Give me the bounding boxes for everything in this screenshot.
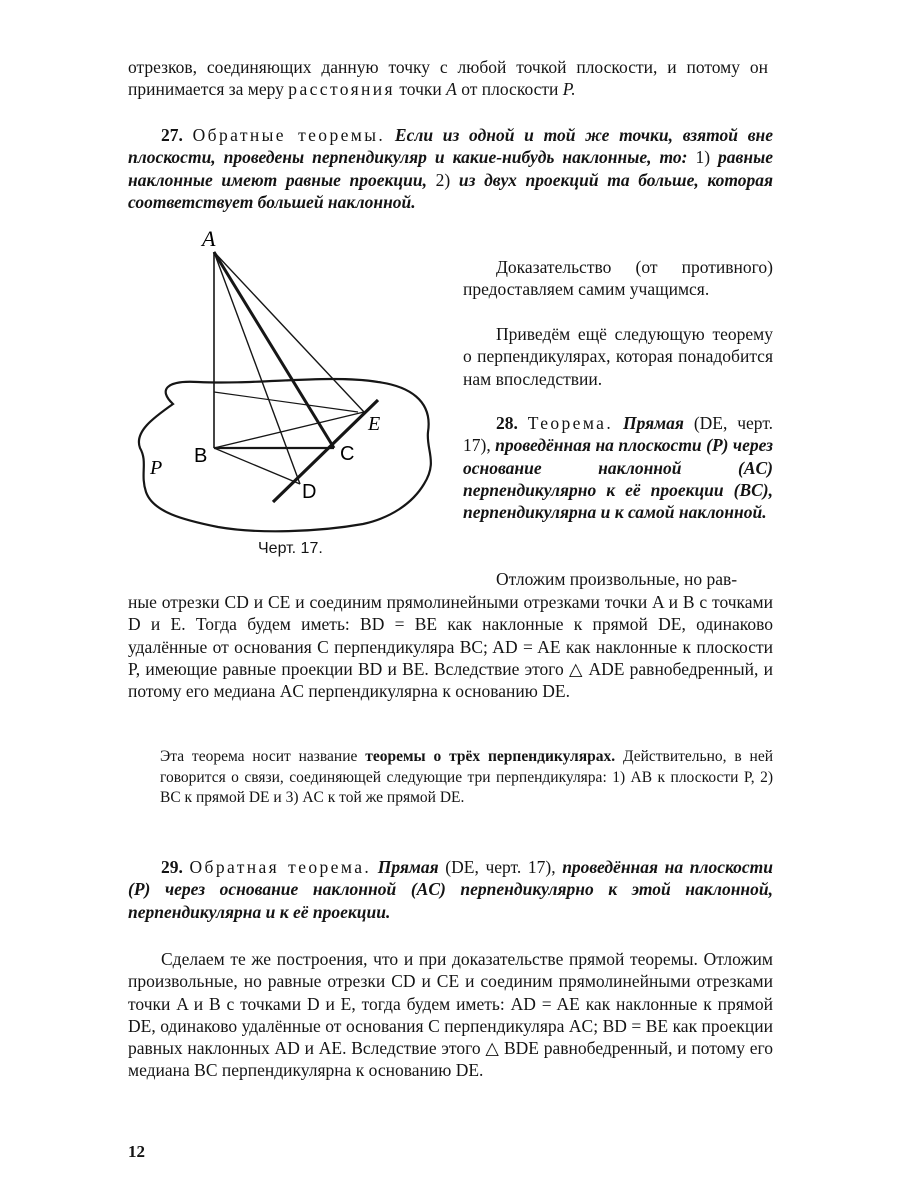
label-p: P xyxy=(150,457,163,479)
lead-in-text: Приведём ещё следующую теорему о перпендикулярах, которая понадобится нам впоследствии. xyxy=(463,324,773,389)
section-27-statement xyxy=(128,124,773,213)
section-28-proof xyxy=(128,591,773,702)
section-27-number: 27. xyxy=(161,125,183,145)
section-27-proof-note xyxy=(463,256,773,301)
section-28-heading: Теорема. xyxy=(527,413,614,433)
section-27-theorem: Если из одной и той же точки, взятой вне плоскости, проведены перпендикуляр и какие-нибудь наклонные, то: xyxy=(128,125,774,168)
var-p: P. xyxy=(562,79,576,100)
section-29-word: Прямая xyxy=(377,857,439,877)
section-28-number: 28. xyxy=(496,413,518,433)
label-c: C xyxy=(340,443,355,465)
note-bold: теоремы о трёх перпендикулярах. xyxy=(365,748,616,765)
label-b: B xyxy=(194,445,208,467)
proof-first-line: Отложим произвольные, но рав- xyxy=(496,569,738,589)
label-e: E xyxy=(368,413,381,435)
section-29-proof-text: Сделаем те же построения, что и при доказательстве прямой теоремы. Отложим произвольные, но равные отрезки CD и CE и соединим прямолинейными отрезками точки A и B с точками D и E, тогда будем иметь: AD = AE как наклонные к прямой DE, одинаково удалённые от основания C перпендикуляра AC; BD = BE как проекции равных наклонных AD и AE. Вследствие этого △ BDE равнобедренный, и потому его медиана BC перпендикулярна к основанию DE. xyxy=(128,949,773,1081)
section-29-theorem: проведённая на плоскости (P) через основание наклонной (AC) перпендикулярно к этой наклонной, перпендикулярна и к её проекции. xyxy=(128,857,774,922)
note-pre: Эта теорема носит название xyxy=(160,748,358,765)
segment-bd xyxy=(214,448,300,484)
section-28-word: Прямая xyxy=(623,413,684,433)
segment-ad xyxy=(214,252,300,484)
page-number: 12 xyxy=(128,1142,145,1161)
proof-note-text: Доказательство (от противного) предоставляем самим учащимся. xyxy=(463,257,773,300)
section-28-proof-text: ные отрезки CD и CE и соединим прямолинейными отрезками точки A и B с точками D и E. Тогда будем иметь: BD = BE как наклонные к прямой DE, одинаково удалённые от основания C перпендикуляра BC; AD = AE как наклонные к плоскости P, имеющие равные проекции BD и BE. Вследствие этого △ ADE равнобедренный, и потому его медиана AC перпендикулярна к основанию DE. xyxy=(128,592,773,702)
section-28-ref: (DE, черт. 17), xyxy=(463,413,774,456)
top-paragraph xyxy=(128,56,768,101)
section-29-heading: Обратная теорема. xyxy=(189,857,372,877)
three-perpendiculars-note xyxy=(160,747,773,809)
part1-number: 1) xyxy=(695,147,711,168)
top-text: отрезков, соединяющих данную точку с любой точкой плоскости, и потому он принимается за меру xyxy=(128,57,768,100)
segment-ae xyxy=(214,252,364,412)
section-27-heading: Обратные теоремы. xyxy=(192,125,386,145)
top-text-b: от плоскости xyxy=(461,79,559,100)
line-de xyxy=(273,400,381,502)
var-a: A xyxy=(446,79,457,100)
label-d: D xyxy=(302,481,317,503)
figure-caption: Черт. 17. xyxy=(258,540,323,557)
note-post: Действительно, в ней говорится о связи, соединяющей следующие три перпендикуляра: 1) AB к плоскости P, 2) BC к прямой DE и 3) AC к той же прямой DE. xyxy=(160,748,773,806)
top-text-a: точки xyxy=(399,79,442,100)
figure-17 xyxy=(128,222,448,552)
spaced-word: расстояния xyxy=(288,79,396,100)
section-29-number: 29. xyxy=(161,857,183,877)
section-28-proof-first xyxy=(463,568,773,590)
section-29-ref: (DE, черт. 17), xyxy=(445,857,556,877)
section-29-statement xyxy=(128,856,773,923)
section-28-statement xyxy=(463,412,773,523)
segment-ac xyxy=(214,252,334,448)
part2-number: 2) xyxy=(435,169,451,190)
lead-in-paragraph xyxy=(463,323,773,390)
horizontal-line xyxy=(214,392,358,412)
part1-text: равные наклонные имеют равные проекции, xyxy=(128,147,773,190)
section-28-theorem: проведённая на плоскости (P) через основание наклонной (AC) перпендикулярно к её проекции (BC), перпендикулярна и к самой наклонной. xyxy=(463,435,773,523)
section-29-proof xyxy=(128,948,773,1082)
label-a: A xyxy=(202,226,216,251)
part2-text: из двух проекций та больше, которая соответствует большей наклонной. xyxy=(128,169,773,212)
